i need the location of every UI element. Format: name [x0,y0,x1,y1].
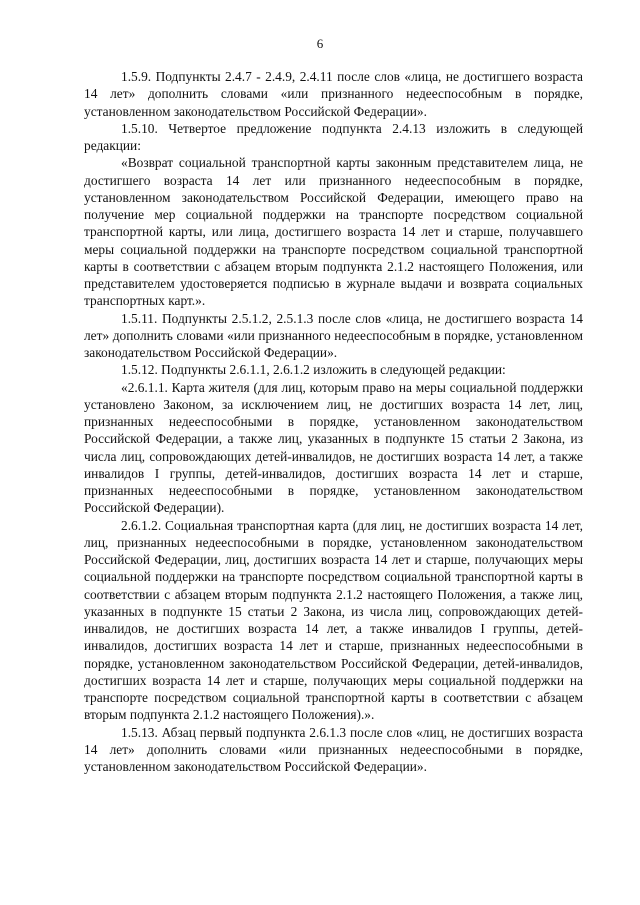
document-body [84,68,583,775]
quoted-paragraph-2-6-1-1: «2.6.1.1. Карта жителя (для лиц, которым право на меры социальной поддержки установлено Законом, за исключением лиц, не достигших возраста 14 лет, лиц, признанных недееспособными в порядке, установленном законодательством Российской Федерации, а также лиц, указанных в подпункте 15 статьи 2 Закона, из числа лиц, сопровождающих детей-инвалидов, не достигших возраста 14 лет, а также инвалидов I группы, детей-инвалидов, достигших возраста 14 лет и старше, признанных недееспособными в порядке, установленном законодательством Российской Федерации). [84,379,583,516]
paragraph-1-5-9: 1.5.9. Подпункты 2.4.7 - 2.4.9, 2.4.11 после слов «лица, не достигшего возраста 14 лет» дополнить словами «или признанного недееспособным в порядке, установленном законодательством Российской Федерации». [84,69,583,119]
paragraph-1-5-10: 1.5.10. Четвертое предложение подпункта 2.4.13 изложить в следующей редакции: [84,120,583,153]
paragraph-1-5-13: 1.5.13. Абзац первый подпункта 2.6.1.3 после слов «лиц, не достигших возраста 14 лет» дополнить словами «или признанных недееспособными в порядке, установленном законодательством Российской Федерации». [84,724,583,774]
paragraph-1-5-11: 1.5.11. Подпункты 2.5.1.2, 2.5.1.3 после слов «лица, не достигшего возраста 14 лет» дополнить словами «или признанного недееспособным в порядке, установленном законодательством Российской Федерации». [84,310,583,360]
paragraph-1-5-12: 1.5.12. Подпункты 2.6.1.1, 2.6.1.2 изложить в следующей редакции: [121,362,506,378]
quoted-paragraph-return-card: «Возврат социальной транспортной карты законным представителем лица, не достигшего возраста 14 лет или признанного недееспособным в порядке, установленном законодательством Российской Федерации, имеющего право на получение мер социальной поддержки на транспорте посредством социальной транспортной карты, или лица, достигшего возраста 14 лет и старше, получавшего меры социальной поддержки на транспорте посредством социальной транспортной карты в соответствии с абзацем вторым подпункта 2.1.2 настоящего Положения, или представителем удостоверяется подписью в журнале выдачи и возврата социальных транспортных карт.». [84,155,583,309]
page-number: 6 [316,36,324,51]
quoted-paragraph-2-6-1-2: 2.6.1.2. Социальная транспортная карта (для лиц, не достигших возраста 14 лет, лиц, признанных недееспособными в порядке, установленном законодательством Российской Федерации, лиц, достигших возраста 14 лет и старше, получающих меры социальной поддержки на транспорте посредством социальной транспортной карты в соответствии с абзацем вторым подпункта 2.1.2 настоящего Положения, а также лиц, указанных в подпункте 15 статьи 2 Закона, из числа лиц, сопровождающих детей-инвалидов, не достигших возраста 14 лет, а также инвалидов I группы, детей-инвалидов, достигших возраста 14 лет и старше, признанных недееспособными в порядке, установленном законодательством Российской Федерации, детей-инвалидов, достигших возраста 14 лет и старше, получающих меры социальной поддержки на транспорте посредством социальной транспортной карты в соответствии с абзацем вторым подпункта 2.1.2 настоящего Положения).». [84,517,583,723]
